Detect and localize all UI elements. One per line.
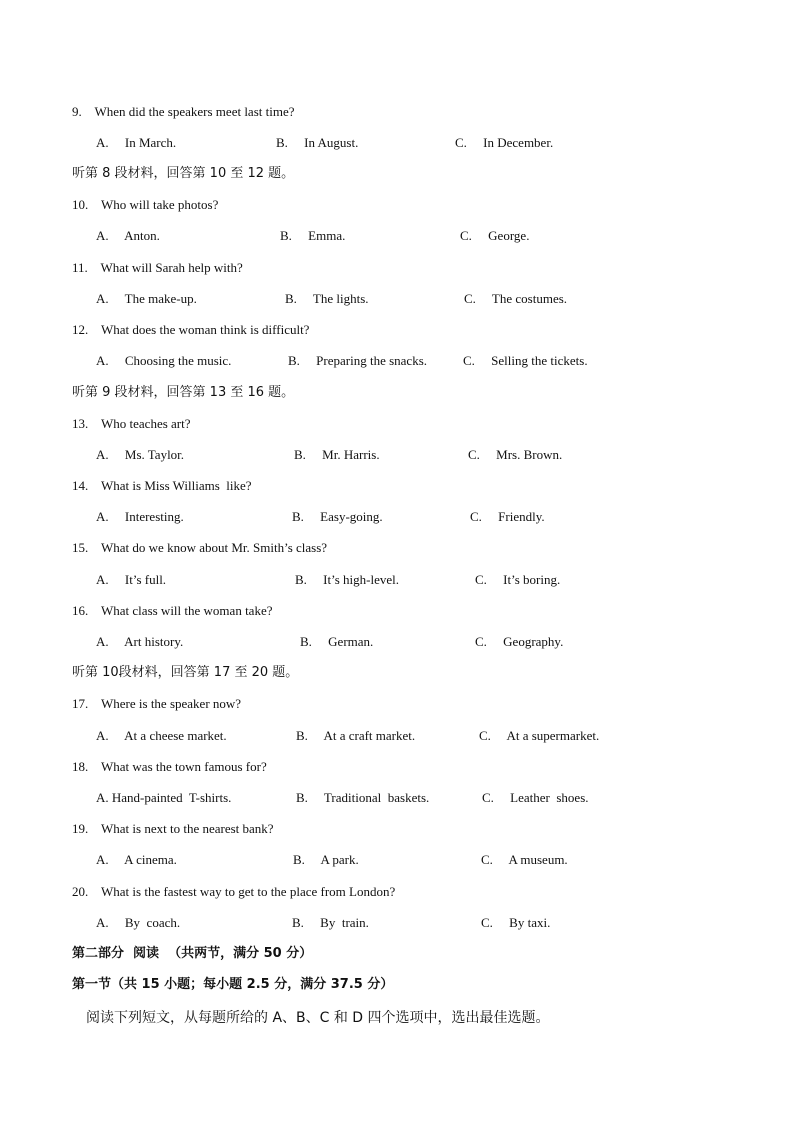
question-9: 9. When did the speakers meet last time? xyxy=(72,104,295,119)
q15-option-b: B. It’s high-level. xyxy=(295,572,399,587)
q12-option-c: C. Selling the tickets. xyxy=(463,353,588,368)
q11-option-c: C. The costumes. xyxy=(464,291,568,306)
q18-option-b: B. Traditional baskets. xyxy=(296,790,430,805)
section-8-heading: 听第 8 段材料，回答第 10 至 12 题。 xyxy=(72,166,295,181)
q14-option-c: C. Friendly. xyxy=(470,509,545,524)
question-15: 15. What do we know about Mr. Smith’s class? xyxy=(72,540,328,555)
q13-option-a: A. Ms. Taylor. xyxy=(96,447,185,462)
question-12: 12. What does the woman think is difficult? xyxy=(72,322,310,337)
q20-option-b: B. By train. xyxy=(292,915,369,930)
q20-option-a: A. By coach. xyxy=(96,915,181,930)
q16-option-c: C. Geography. xyxy=(475,634,564,649)
q9-option-c: C. In December. xyxy=(455,135,554,150)
q17-option-b: B. At a craft market. xyxy=(296,728,416,743)
section-10-heading: 听第 10段材料，回答第 17 至 20 题。 xyxy=(72,665,299,680)
q14-option-b: B. Easy-going. xyxy=(292,509,383,524)
question-18: 18. What was the town famous for? xyxy=(72,759,267,774)
section-9-heading: 听第 9 段材料，回答第 13 至 16 题。 xyxy=(72,385,295,400)
q11-option-b: B. The lights. xyxy=(285,291,369,306)
q16-option-b: B. German. xyxy=(300,634,374,649)
q14-option-a: A. Interesting. xyxy=(96,509,184,524)
q16-option-a: A. Art history. xyxy=(96,634,184,649)
q13-option-b: B. Mr. Harris. xyxy=(294,447,380,462)
q13-option-c: C. Mrs. Brown. xyxy=(468,447,563,462)
q17-option-a: A. At a cheese market. xyxy=(96,728,227,743)
reading-instruction: 阅读下列短文，从每题所给的 A、B、C 和 D 四个选项中，选出最佳选题。 xyxy=(86,1010,550,1026)
q15-option-a: A. It’s full. xyxy=(96,572,167,587)
q20-option-c: C. By taxi. xyxy=(481,915,551,930)
q9-option-b: B. In August. xyxy=(276,135,359,150)
q19-option-c: C. A museum. xyxy=(481,852,568,867)
q17-option-c: C. At a supermarket. xyxy=(479,728,600,743)
q12-option-a: A. Choosing the music. xyxy=(96,353,232,368)
q10-option-c: C. George. xyxy=(460,228,530,243)
question-11: 11. What will Sarah help with? xyxy=(72,260,243,275)
q19-option-a: A. A cinema. xyxy=(96,852,177,867)
q19-option-b: B. A park. xyxy=(293,852,359,867)
q11-option-a: A. The make-up. xyxy=(96,291,197,306)
question-16: 16. What class will the woman take? xyxy=(72,603,273,618)
q15-option-c: C. It’s boring. xyxy=(475,572,561,587)
question-13: 13. Who teaches art? xyxy=(72,416,191,431)
q18-option-c: C. Leather shoes. xyxy=(482,790,589,805)
question-10: 10. Who will take photos? xyxy=(72,197,219,212)
question-19: 19. What is next to the nearest bank? xyxy=(72,821,274,836)
q10-option-a: A. Anton. xyxy=(96,228,160,243)
q18-option-a: A. Hand-painted T-shirts. xyxy=(96,790,232,805)
question-17: 17. Where is the speaker now? xyxy=(72,696,242,711)
q10-option-b: B. Emma. xyxy=(280,228,346,243)
question-14: 14. What is Miss Williams like? xyxy=(72,478,252,493)
q9-option-a: A. In March. xyxy=(96,135,177,150)
q12-option-b: B. Preparing the snacks. xyxy=(288,353,428,368)
section-1-heading: 第一节（共 15 小题；每小题 2.5 分，满分 37.5 分） xyxy=(72,977,394,992)
question-20: 20. What is the fastest way to get to the place from London? xyxy=(72,884,396,899)
part-2-heading: 第二部分 阅读 （共两节，满分 50 分） xyxy=(72,946,313,961)
